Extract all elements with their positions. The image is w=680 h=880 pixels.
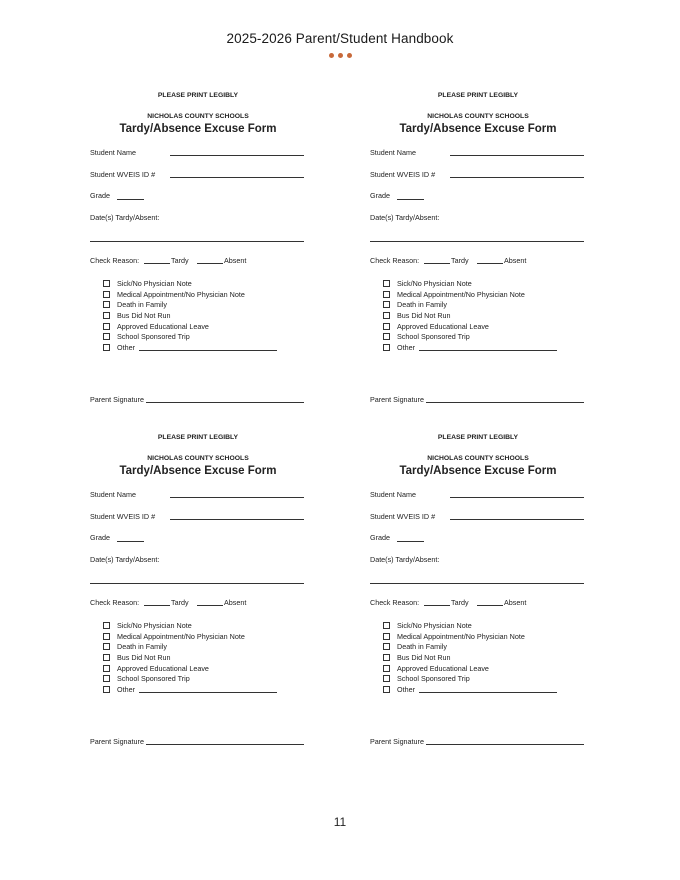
form-title: Tardy/Absence Excuse Form	[399, 123, 557, 135]
form-title: Tardy/Absence Excuse Form	[119, 123, 277, 135]
wveis-id-label: Student WVEIS ID #	[370, 512, 436, 521]
tardy-mark-field[interactable]	[424, 263, 450, 264]
grade-field[interactable]	[397, 199, 424, 200]
checkbox-icon[interactable]	[103, 333, 110, 340]
dot-icon	[329, 53, 334, 58]
absent-label: Absent	[224, 256, 247, 265]
reason-label: Approved Educational Leave	[397, 663, 489, 673]
other-reason-field[interactable]	[139, 350, 277, 351]
wveis-id-field[interactable]	[450, 519, 584, 520]
parent-signature-field[interactable]	[146, 744, 304, 745]
reason-label: Sick/No Physician Note	[117, 279, 192, 288]
reason-label: Approved Educational Leave	[397, 321, 489, 331]
dates-field[interactable]	[370, 241, 584, 242]
reason-label: Death in Family	[117, 642, 167, 652]
reason-label: Bus Did Not Run	[397, 311, 451, 321]
student-name-label: Student Name	[90, 490, 136, 499]
excuse-form-3	[90, 434, 306, 759]
student-name-field[interactable]	[450, 497, 584, 498]
checkbox-icon[interactable]	[383, 654, 390, 661]
student-name-field[interactable]	[450, 155, 584, 156]
district-name: NICHOLAS COUNTY SCHOOLS	[427, 113, 529, 120]
absent-label: Absent	[504, 256, 527, 265]
parent-signature-field[interactable]	[426, 402, 584, 403]
check-reason-label: Check Reason:	[370, 598, 420, 607]
checkbox-icon[interactable]	[383, 280, 390, 287]
checkbox-icon[interactable]	[103, 312, 110, 319]
reason-label: Other	[397, 685, 415, 695]
tardy-label: Tardy	[451, 256, 469, 265]
reason-label: Death in Family	[397, 642, 447, 652]
other-reason-field[interactable]	[419, 692, 557, 693]
checkbox-icon[interactable]	[103, 654, 110, 661]
print-legibly-note: PLEASE PRINT LEGIBLY	[157, 434, 239, 441]
check-reason-label: Check Reason:	[90, 256, 140, 265]
checkbox-icon[interactable]	[383, 675, 390, 682]
checkbox-icon[interactable]	[383, 291, 390, 298]
reason-label: Sick/No Physician Note	[117, 621, 192, 630]
grade-field[interactable]	[397, 541, 424, 542]
parent-signature-field[interactable]	[146, 402, 304, 403]
reason-label: Approved Educational Leave	[117, 321, 209, 331]
grade-label: Grade	[370, 191, 390, 200]
student-name-label: Student Name	[370, 490, 416, 499]
decorative-dots	[329, 53, 353, 59]
district-name: NICHOLAS COUNTY SCHOOLS	[427, 455, 529, 462]
dates-field[interactable]	[90, 241, 304, 242]
reason-label: Bus Did Not Run	[117, 653, 171, 663]
checkbox-icon[interactable]	[103, 675, 110, 682]
tardy-label: Tardy	[171, 598, 189, 607]
other-reason-field[interactable]	[419, 350, 557, 351]
tardy-mark-field[interactable]	[424, 605, 450, 606]
handbook-title: 2025-2026 Parent/Student Handbook	[226, 31, 454, 46]
checkbox-icon[interactable]	[383, 643, 390, 650]
checkbox-icon[interactable]	[383, 344, 390, 351]
absent-label: Absent	[504, 598, 527, 607]
excuse-form-4	[370, 434, 586, 759]
checkbox-icon[interactable]	[383, 312, 390, 319]
wveis-id-label: Student WVEIS ID #	[90, 512, 156, 521]
print-legibly-note: PLEASE PRINT LEGIBLY	[437, 434, 519, 441]
reason-label: Other	[117, 343, 135, 353]
absent-label: Absent	[224, 598, 247, 607]
reason-label: Death in Family	[397, 300, 447, 310]
print-legibly-note: PLEASE PRINT LEGIBLY	[437, 92, 519, 99]
wveis-id-label: Student WVEIS ID #	[90, 170, 156, 179]
checkbox-icon[interactable]	[383, 333, 390, 340]
dates-label: Date(s) Tardy/Absent:	[90, 213, 160, 222]
dates-label: Date(s) Tardy/Absent:	[370, 555, 440, 564]
parent-signature-label: Parent Signature	[370, 395, 424, 404]
reason-label: Medical Appointment/No Physician Note	[117, 631, 245, 641]
check-reason-label: Check Reason:	[90, 598, 140, 607]
absent-mark-field[interactable]	[477, 605, 503, 606]
parent-signature-label: Parent Signature	[90, 395, 144, 404]
dates-field[interactable]	[370, 583, 584, 584]
grade-label: Grade	[90, 533, 110, 542]
dot-icon	[338, 53, 343, 58]
checkbox-icon[interactable]	[383, 323, 390, 330]
parent-signature-label: Parent Signature	[90, 737, 144, 746]
reason-label: Sick/No Physician Note	[397, 621, 472, 630]
reason-label: Other	[397, 343, 415, 353]
print-legibly-note: PLEASE PRINT LEGIBLY	[157, 92, 239, 99]
reason-label: School Sponsored Trip	[117, 674, 190, 684]
page-number: 11	[333, 815, 347, 829]
wveis-id-label: Student WVEIS ID #	[370, 170, 436, 179]
grade-label: Grade	[90, 191, 110, 200]
checkbox-icon[interactable]	[383, 686, 390, 693]
form-title: Tardy/Absence Excuse Form	[119, 465, 277, 477]
grade-field[interactable]	[117, 199, 144, 200]
wveis-id-field[interactable]	[450, 177, 584, 178]
checkbox-icon[interactable]	[103, 686, 110, 693]
reason-label: Death in Family	[117, 300, 167, 310]
tardy-mark-field[interactable]	[144, 263, 170, 264]
reason-label: Medical Appointment/No Physician Note	[397, 631, 525, 641]
checkbox-icon[interactable]	[103, 633, 110, 640]
checkbox-icon[interactable]	[103, 323, 110, 330]
student-name-label: Student Name	[370, 148, 416, 157]
checkbox-icon[interactable]	[383, 622, 390, 629]
checkbox-icon[interactable]	[103, 301, 110, 308]
grade-label: Grade	[370, 533, 390, 542]
parent-signature-label: Parent Signature	[370, 737, 424, 746]
reason-label: Medical Appointment/No Physician Note	[397, 289, 525, 299]
wveis-id-field[interactable]	[170, 519, 304, 520]
excuse-form-2	[370, 92, 586, 417]
reason-label: Bus Did Not Run	[397, 653, 451, 663]
checkbox-icon[interactable]	[103, 280, 110, 287]
dates-field[interactable]	[90, 583, 304, 584]
checkbox-icon[interactable]	[383, 633, 390, 640]
tardy-label: Tardy	[451, 598, 469, 607]
reason-label: Medical Appointment/No Physician Note	[117, 289, 245, 299]
absent-mark-field[interactable]	[197, 263, 223, 264]
student-name-field[interactable]	[170, 155, 304, 156]
checkbox-icon[interactable]	[103, 291, 110, 298]
dates-label: Date(s) Tardy/Absent:	[90, 555, 160, 564]
wveis-id-field[interactable]	[170, 177, 304, 178]
dot-icon	[347, 53, 352, 58]
form-title: Tardy/Absence Excuse Form	[399, 465, 557, 477]
district-name: NICHOLAS COUNTY SCHOOLS	[147, 455, 249, 462]
checkbox-icon[interactable]	[103, 665, 110, 672]
grade-field[interactable]	[117, 541, 144, 542]
excuse-form-1	[90, 92, 306, 417]
reason-label: Other	[117, 685, 135, 695]
check-reason-label: Check Reason:	[370, 256, 420, 265]
reason-label: Sick/No Physician Note	[397, 279, 472, 288]
checkbox-icon[interactable]	[103, 643, 110, 650]
checkbox-icon[interactable]	[103, 622, 110, 629]
absent-mark-field[interactable]	[477, 263, 503, 264]
reason-label: Approved Educational Leave	[117, 663, 209, 673]
student-name-field[interactable]	[170, 497, 304, 498]
reason-label: Bus Did Not Run	[117, 311, 171, 321]
absent-mark-field[interactable]	[197, 605, 223, 606]
reason-label: School Sponsored Trip	[397, 332, 470, 342]
checkbox-icon[interactable]	[383, 301, 390, 308]
reason-label: School Sponsored Trip	[117, 332, 190, 342]
checkbox-icon[interactable]	[103, 344, 110, 351]
other-reason-field[interactable]	[139, 692, 277, 693]
district-name: NICHOLAS COUNTY SCHOOLS	[147, 113, 249, 120]
parent-signature-field[interactable]	[426, 744, 584, 745]
reason-label: School Sponsored Trip	[397, 674, 470, 684]
student-name-label: Student Name	[90, 148, 136, 157]
tardy-label: Tardy	[171, 256, 189, 265]
checkbox-icon[interactable]	[383, 665, 390, 672]
tardy-mark-field[interactable]	[144, 605, 170, 606]
dates-label: Date(s) Tardy/Absent:	[370, 213, 440, 222]
